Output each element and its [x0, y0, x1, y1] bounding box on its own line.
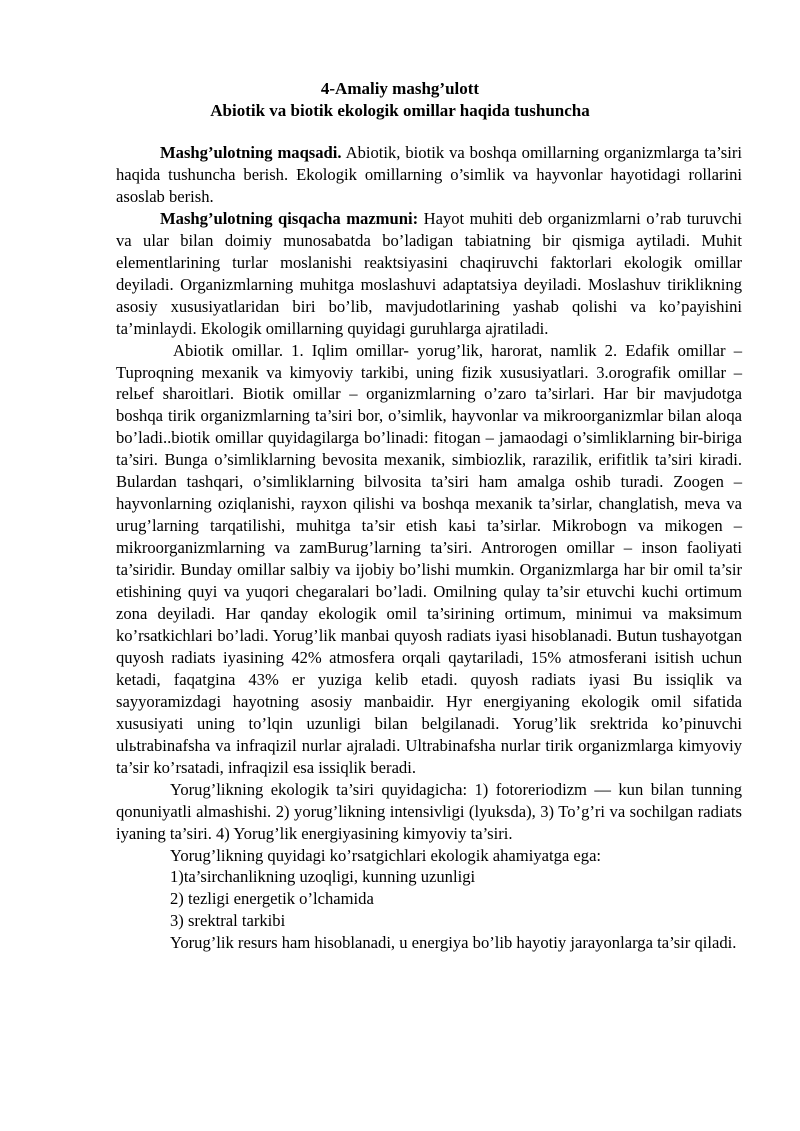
summary-text: Hayot muhiti deb organizmlarni o’rab turuvchi va ular bilan doimiy munosabatda bo’ladigan tabiatning bir qismiga aytiladi. Muhit elementlarining turlar moslanishi reaktsiyasini chaqiruvchi faktorlari ekologik omillar deyiladi. Organizmlarning muhitga moslashuvi adaptatsiya deyiladi. Moslashuv tiriklikning asosiy xususiyatlaridan biri bo’lib, mavjudotlarining yashab qolishi va ko’payishini ta’minlaydi. Ekologik omillarning quyidagi guruhlarga ajratiladi. [116, 208, 742, 338]
light-effect-paragraph: Yorug’likning ekologik ta’siri quyidagicha: 1) fotoreriodizm — kun bilan tunning qonuniyatli almashishi. 2) yorug’likning intensivligi (lyuksda), 3) To’g’ri va sochilgan radiats iyaning ta’siri. 4) Yorug’lik energiyasining kimyoviy ta’siri. [116, 779, 742, 843]
page-subtitle: Abiotik va biotik ekologik omillar haqida tushuncha [210, 101, 590, 120]
summary-paragraph [116, 208, 742, 340]
goal-paragraph [116, 142, 742, 208]
indicators-intro: Yorug’likning quyidagi ko’rsatgichlari ekologik ahamiyatga ega: [170, 845, 602, 865]
list-item: 2) tezligi energetik o’lchamida [170, 889, 374, 909]
document-body [116, 142, 742, 954]
list-item: 1)ta’sirchanlikning uzoqligi, kunning uzunligi [170, 867, 476, 887]
list-item: 3) srektral tarkibi [170, 911, 286, 931]
factors-paragraph: Abiotik omillar. 1. Iqlim omillar- yorug’lik, harorat, namlik 2. Edafik omillar – Tuproqning mexanik va kimyoviy tarkibi, uning fizik xususiyatlari. 3.orografik omillar – relьef sharoitlari. Biotik omillar – organizmlarning o’zaro ta’sirlari. Har bir mavjudotga boshqa tirik organizmlarning ta’siri bor, o’simlik, hayvonlar va mikroorganizmlar bilan aloqa bo’ladi..biotik omillar quyidagilarga bo’linadi: fitogan – jamaodagi o’simliklarning bir-biriga ta’siri. Bunga o’simliklarning bevosita mexanik, simbiozlik, rarazilik, erifitlik ta’siri kiradi. Bulardan tashqari, o’simliklarning bilvosita ta’siri ham amalga oshib turadi. Zoogen – hayvonlarning oziqlanishi, rayxon qilishi va boshqa mexanik ta’sirlar, changlatish, meva va urug’larning tarqatilishi, muhitga ta’sir etish kaьi ta’sirlar. Mikrobogn va mikogen – mikroorganizmlarning va zamBurug’larning ta’siri. Antrorogen omillar – inson faoliyati ta’siridir. Bunday omillar salbiy va ijobiy bo’lishi mumkin. Organizmlarga har bir omil ta’sir etishining quyi va yuqori chegaralari bo’ladi. Omilning qulay ta’sir etuvchi kuchi ortimum zona deyiladi. Har qanday ekologik omil ta’sirining ortimum, minimui va maksimum ko’rsatkichlari bo’ladi. Yorug’lik manbai quyosh radiats iyasi hisoblanadi. Butun tushayotgan quyosh radiats iyasining 42% atmosfera orqali qaytariladi, 15% atmosferani isitish uchun ketadi, faqatgina 43% er yuziga kelib etadi. quyosh radiats iyasi Bu issiqlik va sayyoramizdagi hayotning asosiy manbaidir. Hyr energiyaning ekologik omil sifatida xususiyati uning to’lqin uzunligi bilan belgilanadi. Yorug’lik srektrida ko’pinuvchi ulьtrabinafsha va infraqizil nurlar ajraladi. Ultrabinafsha nurlar tirik organizmlarga kimyoviy ta’sir ko’rsatadi, infraqizil esa issiqlik beradi. [116, 340, 742, 777]
summary-label: Mashg’ulotning qisqacha mazmuni: [160, 208, 419, 228]
document-heading [0, 78, 800, 122]
page-title: 4-Amaliy mashg’ulott [320, 79, 480, 98]
goal-label: Mashg’ulotning maqsadi. [160, 143, 342, 162]
goal-text: Abiotik, biotik va boshqa omillarning organizmlarga ta’siri haqida tushuncha berish. Ekologik omillarning o’simlik va hayvonlar hayotidagi rollarini asoslab berish. [116, 143, 742, 206]
resource-paragraph: Yorug’lik resurs ham hisoblanadi, u energiya bo’lib hayotiy jarayonlarga ta’sir qiladi. [170, 933, 737, 953]
